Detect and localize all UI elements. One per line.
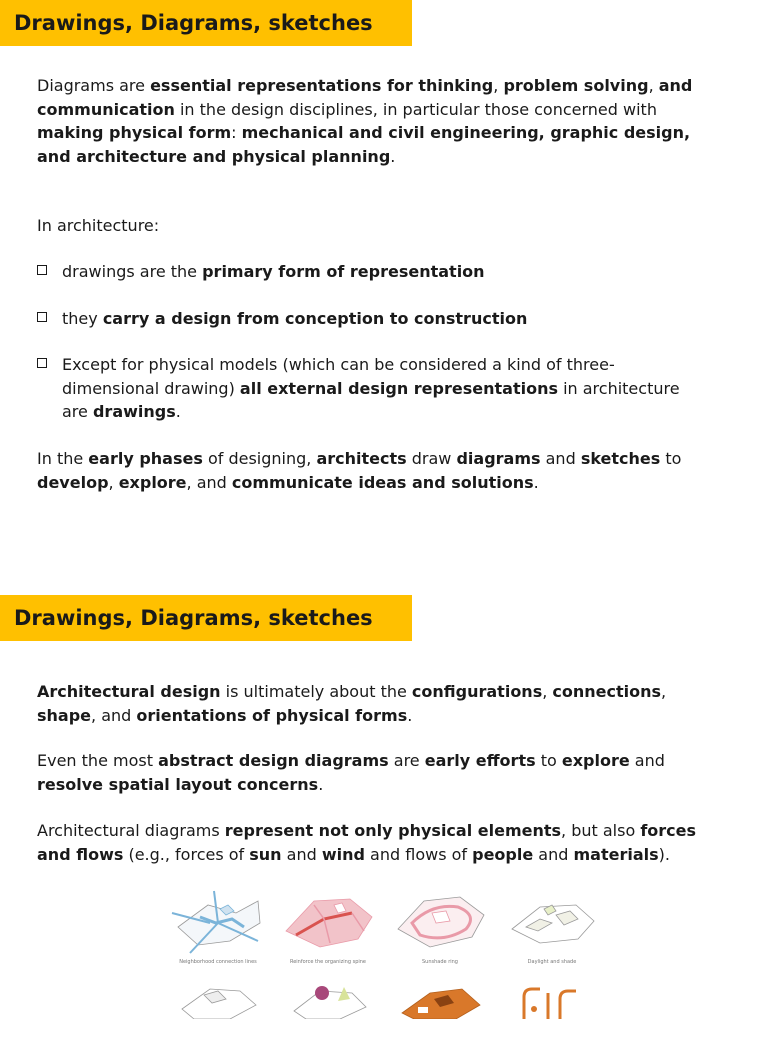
checkbox-bullet-icon: [37, 358, 47, 368]
bold-text-run: wind: [321, 844, 365, 864]
text-run: is ultimately about the: [220, 682, 412, 701]
bold-text-run: sun: [249, 844, 282, 864]
bold-text-run: sketches: [580, 449, 661, 468]
text-run: Diagrams are: [37, 76, 151, 95]
text-run: of designing,: [202, 449, 317, 468]
bold-text-run: configurations: [411, 682, 543, 701]
diagram-neighborhood-lines: [170, 883, 266, 967]
diagram-massing-orange: [392, 979, 488, 1063]
diagram-sunshade-ring: [392, 883, 488, 967]
bold-text-run: people: [472, 844, 534, 864]
bullet-item: [37, 353, 697, 424]
text-run: ,: [648, 76, 659, 95]
bold-text-run: drawings: [92, 402, 176, 421]
bullet-item: [37, 307, 697, 331]
bold-text-run: abstract design diagrams: [158, 751, 389, 770]
checkbox-bullet-icon: [37, 312, 47, 322]
bold-text-run: and communication: [37, 76, 693, 119]
text-run: In the: [37, 449, 89, 468]
text-run: :: [231, 123, 242, 142]
text-run: in the design disciplines, in particular those concerned with: [174, 99, 657, 119]
text-run: ,: [493, 76, 504, 95]
text-run: ,: [542, 682, 553, 701]
bold-text-run: communicate ideas and solutions: [231, 472, 534, 492]
title-bar: [0, 0, 412, 46]
architectural-design-paragraph: [37, 680, 727, 727]
forces-flows-paragraph: [37, 819, 727, 866]
text-run: .: [533, 472, 539, 492]
in-architecture-label: In architecture:: [37, 216, 160, 235]
text-run: Even the most: [37, 751, 159, 770]
slide-2: [0, 590, 768, 1024]
title-bar: [0, 595, 412, 641]
diagram-caption: Sunshade ring: [422, 959, 458, 965]
diagram-caption: Daylight and shade: [527, 959, 577, 965]
bullet-text: [62, 307, 697, 331]
text-run: Architectural diagrams: [37, 821, 225, 840]
diagram-daylight-shade: [504, 883, 600, 967]
bold-text-run: early efforts: [424, 751, 536, 770]
bold-text-run: diagrams: [456, 449, 541, 468]
text-run: ,: [108, 472, 119, 492]
bold-text-run: carry a design from conception to construction: [102, 309, 528, 328]
abstract-diagrams-paragraph: [37, 749, 727, 796]
bold-text-run: orientations of physical forms: [136, 705, 408, 725]
text-run: to: [535, 751, 562, 770]
bold-text-run: explore: [561, 751, 630, 770]
text-run: .: [318, 774, 324, 794]
bold-text-run: architects: [316, 449, 407, 468]
bold-text-run: Architectural design: [37, 682, 221, 701]
text-run: and flows of: [364, 844, 473, 864]
text-run: Except for physical models (which can be considered a kind of three-dimensional drawing): [62, 355, 615, 398]
bold-text-run: mechanical and civil engineering, graphic design, and architecture and physical planning: [37, 123, 691, 166]
bold-text-run: explore: [118, 472, 187, 492]
bold-text-run: materials: [573, 844, 659, 864]
diagram-caption: Neighborhood connection lines: [179, 959, 257, 965]
checkbox-bullet-icon: [37, 265, 47, 275]
text-run: they: [62, 309, 103, 328]
slide-title: Drawings, Diagrams, sketches: [14, 11, 373, 35]
early-phases-paragraph: [37, 447, 727, 494]
intro-paragraph: [37, 74, 727, 168]
text-run: .: [175, 402, 181, 421]
text-run: ,: [661, 682, 667, 701]
text-run: drawings are the: [62, 262, 203, 281]
text-run: , and: [186, 472, 232, 492]
bold-text-run: essential representations for thinking: [150, 76, 494, 95]
bold-text-run: resolve spatial layout concerns: [37, 774, 319, 794]
text-run: are: [388, 751, 425, 770]
slide-title: Drawings, Diagrams, sketches: [14, 606, 373, 630]
text-run: ).: [658, 844, 670, 864]
text-run: in architecture are: [62, 378, 680, 421]
bold-text-run: primary form of representation: [202, 262, 485, 281]
text-run: draw: [406, 449, 457, 468]
diagram-organizing-spine: [280, 883, 376, 967]
bold-text-run: making physical form: [37, 123, 232, 142]
bold-text-run: forces and flows: [37, 821, 697, 864]
bold-text-run: represent not only physical elements: [224, 821, 562, 840]
diagram-flow-orange: [504, 979, 600, 1063]
text-run: and: [533, 844, 574, 864]
bold-text-run: all external design representations: [239, 378, 558, 398]
text-run: (e.g., forces of: [123, 844, 250, 864]
text-run: , and: [91, 705, 137, 725]
bold-text-run: early phases: [88, 449, 203, 468]
text-run: , but also: [561, 821, 641, 840]
bullet-text: [62, 260, 697, 284]
text-run: and: [281, 844, 322, 864]
bullet-item: [37, 260, 697, 284]
text-run: .: [390, 146, 396, 166]
text-run: .: [407, 705, 413, 725]
text-run: and: [629, 751, 665, 770]
bold-text-run: connections: [552, 682, 662, 701]
diagram-caption: Reinforce the organizing spine: [289, 959, 367, 965]
diagram-massing-grey: [170, 979, 266, 1063]
bold-text-run: shape: [37, 705, 92, 725]
text-run: and: [540, 449, 581, 468]
bold-text-run: problem solving: [503, 76, 649, 95]
diagram-massing-color: [280, 979, 376, 1063]
text-run: to: [660, 449, 682, 468]
bullet-text: [62, 353, 697, 424]
bold-text-run: develop: [37, 472, 109, 492]
